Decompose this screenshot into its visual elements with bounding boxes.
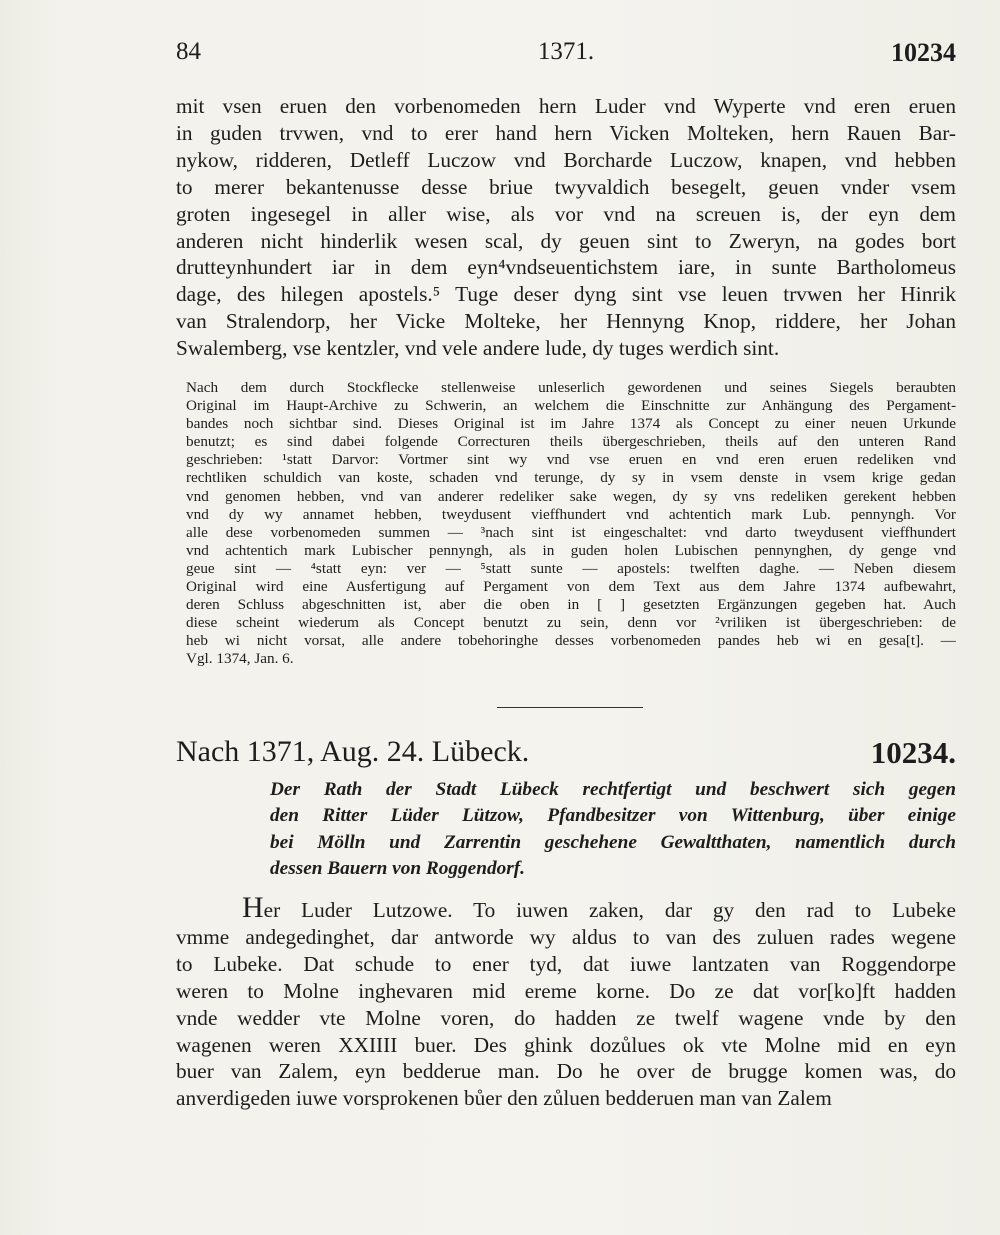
text-line: to merer bekantenusse desse briue twyvaldich besegelt, geuen vnder vsem: [176, 174, 956, 199]
note-line: Nach dem durch Stockflecke stellenweise unleserlich gewordenen und seines Siegels beraubten: [186, 379, 956, 396]
first-line-text: er Luder Lutzowe. To iuwen zaken, dar gy den rad to Lubeke: [263, 898, 956, 922]
note-line: vnd achtentich mark Lubischer pennyngh, als in guden holen Lubischen pennynghen, dy genge vnd: [186, 541, 956, 559]
summary-line: den Ritter Lüder Lützow, Pfandbesitzer von Wittenburg, über einige: [270, 805, 956, 827]
note-line: Original wird eine Ausfertigung auf Pergament von dem Text aus dem Jahre 1374 aufbewahrt,: [186, 578, 956, 596]
note-line: rechtliken schuldich van koste, schaden vnd terunge, dy sy in vsem denste in vsem krige gedan: [186, 469, 956, 487]
document-summary: [270, 777, 956, 883]
summary-line: Der Rath der Stadt Lübeck rechtfertigt und beschwert sich gegen: [270, 779, 956, 800]
text-line: [176, 891, 956, 924]
document-text-block: [176, 891, 956, 1112]
text-line: vmme andegedinghet, dar antworde wy aldus to van des zuluen rades wegene: [176, 924, 956, 949]
text-line: groten ingesegel in aller wise, als vor vnd na screuen is, der eyn dem: [176, 201, 956, 226]
note-line: geue sint — ⁴statt eyn: ver — ⁵statt sunte — apostels: twelften daghe. — Neben diesem: [186, 559, 956, 577]
text-line: weren to Molne inghevaren mid ereme korne. Do ze dat vor[ko]ft hadden: [176, 978, 956, 1003]
note-line: Vgl. 1374, Jan. 6.: [186, 650, 294, 668]
running-header: [176, 38, 956, 78]
text-line: to Lubeke. Dat schude to ener tyd, dat iuwe lantzaten van Roggendorpe: [176, 951, 956, 976]
text-line: vnde wedder vte Molne voren, do hadden ze twelf wagene vnde by den: [176, 1005, 956, 1030]
document-heading: [176, 735, 956, 775]
note-line: alle dese vorbenomeden summen — ³nach sint ist eingeschaltet: vnd darto tweydusent vieffhundert: [186, 523, 956, 541]
note-line: geschrieben: ¹statt Darvor: Vortmer sint wy vnd vse eruen en vnd eren eruen redeliken vnd: [186, 451, 956, 469]
text-line: drutteynhundert iar in dem eyn⁴vndseuentichstem iare, in sunte Bartholomeus: [176, 255, 956, 280]
footnotes-block: [186, 379, 956, 669]
document-number: 10234.: [870, 735, 956, 770]
text-line: wagenen weren XXIIII buer. Des ghink dozůlues ok vte Molne mid en eyn: [176, 1032, 956, 1057]
note-line: vnd genomen hebben, vnd van anderer redeliker sake wegen, dy sy vns redeliken gerekent hebben: [186, 487, 956, 505]
note-line: diese scheint wiederum als Concept benutzt zu sein, denn vor ²vriliken ist übergeschrieben: de: [186, 614, 956, 632]
page-number: 84: [176, 38, 201, 65]
header-year: 1371.: [537, 38, 595, 65]
text-line: in guden trvwen, vnd to erer hand hern Vicken Molteken, hern Rauen Bar-: [176, 120, 956, 145]
summary-line: dessen Bauern von Roggendorf.: [270, 858, 525, 880]
note-line: heb wi nicht vorsat, alle andere tobehoringhe desses vorbenomeden pandes heb wi en gesa[t]. —: [186, 632, 956, 650]
text-line: Swalemberg, vse kentzler, vnd vele andere lude, dy tuges werdich sint.: [176, 336, 780, 361]
section-divider: [497, 707, 643, 708]
document-date-place: Nach 1371, Aug. 24. Lübeck.: [176, 735, 530, 768]
text-line: van Stralendorp, her Vicke Molteke, her Hennyng Knop, riddere, her Johan: [176, 309, 956, 334]
header-document-number: 10234: [891, 38, 956, 67]
initial-letter: H: [242, 891, 264, 924]
note-line: vnd dy wy annamet hebben, tweydusent vieffhundert vnd achtentich mark Lub. pennyngh. Vor: [186, 505, 956, 523]
text-line: mit vsen eruen den vorbenomeden hern Luder vnd Wyperte vnd eren eruen: [176, 94, 956, 118]
text-line: buer van Zalem, eyn bedderue man. Do he over de brugge komen was, do: [176, 1059, 956, 1084]
text-line: nykow, ridderen, Detleff Luczow vnd Borcharde Luczow, knapen, vnd hebben: [176, 147, 956, 172]
note-line: benutzt; es sind dabei folgende Correcturen theils übergeschrieben, theils auf den unteren Rand: [186, 433, 956, 451]
text-line: anderen nicht hinderlik wesen scal, dy geuen sint to Zweryn, na godes bort: [176, 228, 956, 253]
main-text-block: [176, 93, 956, 362]
note-line: deren Schluss abgeschnitten ist, aber die oben in [ ] gesetzten Ergänzungen gegeben hat. Auch: [186, 596, 956, 614]
summary-line: bei Mölln und Zarrentin geschehene Gewaltthaten, namentlich durch: [270, 831, 956, 853]
note-line: Original im Haupt-Archive zu Schwerin, an welchem die Einschnitte zur Anhängung des Pergament-: [186, 397, 956, 415]
text-line: dage, des hilegen apostels.⁵ Tuge deser dyng sint vse leuen trvwen her Hinrik: [176, 282, 956, 307]
note-line: bandes noch sichtbar sind. Dieses Original ist im Jahre 1374 als Concept zu einer neuen Urkunde: [186, 415, 956, 433]
text-line: anverdigeden iuwe vorsprokenen bůer den zůluen bedderuen man van Zalem: [176, 1086, 832, 1111]
